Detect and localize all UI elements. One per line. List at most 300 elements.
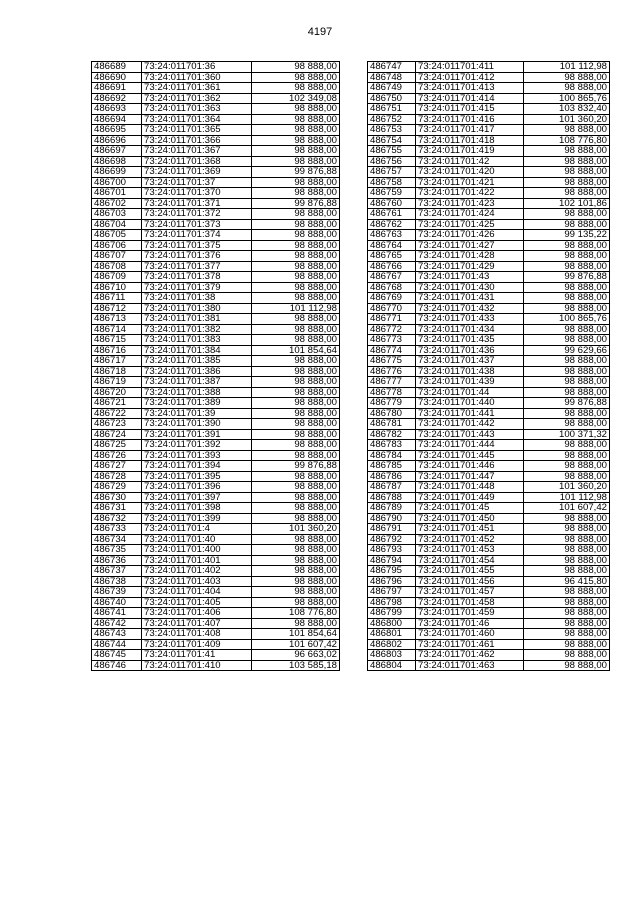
row-number-cell: 486700 xyxy=(92,177,142,188)
table-row xyxy=(92,440,340,451)
row-number-cell: 486788 xyxy=(368,492,416,503)
cadastral-number-cell: 73:24:011701:384 xyxy=(142,345,252,356)
row-number-cell: 486695 xyxy=(92,125,142,136)
value-cell: 98 888,00 xyxy=(252,377,340,388)
table-row xyxy=(368,513,610,524)
value-cell: 98 888,00 xyxy=(524,335,610,346)
cadastral-number-cell: 73:24:011701:391 xyxy=(142,429,252,440)
value-cell: 96 663,02 xyxy=(252,650,340,661)
table-row xyxy=(92,104,340,115)
row-number-cell: 486720 xyxy=(92,387,142,398)
row-number-cell: 486743 xyxy=(92,629,142,640)
table-row xyxy=(368,608,610,619)
cadastral-number-cell: 73:24:011701:438 xyxy=(416,366,524,377)
value-cell: 98 888,00 xyxy=(524,440,610,451)
value-cell: 98 888,00 xyxy=(252,440,340,451)
value-cell: 98 888,00 xyxy=(524,618,610,629)
table-row xyxy=(92,408,340,419)
table-row xyxy=(92,62,340,73)
table-row xyxy=(368,219,610,230)
table-row xyxy=(368,377,610,388)
cadastral-number-cell: 73:24:011701:447 xyxy=(416,471,524,482)
value-cell: 98 888,00 xyxy=(524,356,610,367)
value-cell: 98 888,00 xyxy=(252,72,340,83)
table-row xyxy=(92,450,340,461)
cadastral-number-cell: 73:24:011701:388 xyxy=(142,387,252,398)
table-row xyxy=(92,324,340,335)
value-cell: 98 888,00 xyxy=(524,240,610,251)
value-cell: 98 888,00 xyxy=(252,230,340,241)
cadastral-number-cell: 73:24:011701:462 xyxy=(416,650,524,661)
table-row xyxy=(368,335,610,346)
value-cell: 98 888,00 xyxy=(252,125,340,136)
cadastral-number-cell: 73:24:011701:453 xyxy=(416,545,524,556)
cadastral-number-cell: 73:24:011701:43 xyxy=(416,272,524,283)
row-number-cell: 486714 xyxy=(92,324,142,335)
cadastral-number-cell: 73:24:011701:378 xyxy=(142,272,252,283)
row-number-cell: 486751 xyxy=(368,104,416,115)
value-cell: 98 888,00 xyxy=(252,513,340,524)
table-row xyxy=(92,587,340,598)
table-row xyxy=(368,240,610,251)
table-row xyxy=(92,513,340,524)
value-cell: 99 629,66 xyxy=(524,345,610,356)
row-number-cell: 486785 xyxy=(368,461,416,472)
row-number-cell: 486705 xyxy=(92,230,142,241)
cadastral-number-cell: 73:24:011701:387 xyxy=(142,377,252,388)
cadastral-number-cell: 73:24:011701:426 xyxy=(416,230,524,241)
row-number-cell: 486800 xyxy=(368,618,416,629)
value-cell: 98 888,00 xyxy=(252,335,340,346)
row-number-cell: 486711 xyxy=(92,293,142,304)
row-number-cell: 486789 xyxy=(368,503,416,514)
table-row xyxy=(368,534,610,545)
value-cell: 100 865,76 xyxy=(524,93,610,104)
row-number-cell: 486780 xyxy=(368,408,416,419)
row-number-cell: 486708 xyxy=(92,261,142,272)
row-number-cell: 486706 xyxy=(92,240,142,251)
cadastral-number-cell: 73:24:011701:389 xyxy=(142,398,252,409)
cadastral-number-cell: 73:24:011701:442 xyxy=(416,419,524,430)
value-cell: 98 888,00 xyxy=(252,282,340,293)
row-number-cell: 486732 xyxy=(92,513,142,524)
row-number-cell: 486693 xyxy=(92,104,142,115)
cadastral-number-cell: 73:24:011701:397 xyxy=(142,492,252,503)
value-cell: 98 888,00 xyxy=(252,450,340,461)
value-cell: 98 888,00 xyxy=(252,555,340,566)
row-number-cell: 486717 xyxy=(92,356,142,367)
value-cell: 98 888,00 xyxy=(252,356,340,367)
cadastral-number-cell: 73:24:011701:399 xyxy=(142,513,252,524)
row-number-cell: 486775 xyxy=(368,356,416,367)
row-number-cell: 486795 xyxy=(368,566,416,577)
value-cell: 98 888,00 xyxy=(524,534,610,545)
cadastral-number-cell: 73:24:011701:451 xyxy=(416,524,524,535)
table-row xyxy=(92,72,340,83)
row-number-cell: 486691 xyxy=(92,83,142,94)
value-cell: 101 112,98 xyxy=(524,62,610,73)
table-row xyxy=(368,555,610,566)
cadastral-number-cell: 73:24:011701:396 xyxy=(142,482,252,493)
row-number-cell: 486796 xyxy=(368,576,416,587)
value-cell: 98 888,00 xyxy=(524,177,610,188)
row-number-cell: 486740 xyxy=(92,597,142,608)
cadastral-number-cell: 73:24:011701:379 xyxy=(142,282,252,293)
table-row xyxy=(92,545,340,556)
row-number-cell: 486689 xyxy=(92,62,142,73)
row-number-cell: 486792 xyxy=(368,534,416,545)
row-number-cell: 486747 xyxy=(368,62,416,73)
cadastral-number-cell: 73:24:011701:37 xyxy=(142,177,252,188)
table-row xyxy=(368,125,610,136)
row-number-cell: 486733 xyxy=(92,524,142,535)
row-number-cell: 486783 xyxy=(368,440,416,451)
table-row xyxy=(368,83,610,94)
value-cell: 98 888,00 xyxy=(252,534,340,545)
value-cell: 98 888,00 xyxy=(524,471,610,482)
table-row xyxy=(92,471,340,482)
table-row xyxy=(368,398,610,409)
row-number-cell: 486726 xyxy=(92,450,142,461)
value-cell: 98 888,00 xyxy=(252,219,340,230)
cadastral-number-cell: 73:24:011701:395 xyxy=(142,471,252,482)
value-cell: 102 349,08 xyxy=(252,93,340,104)
cadastral-number-cell: 73:24:011701:435 xyxy=(416,335,524,346)
row-number-cell: 486696 xyxy=(92,135,142,146)
row-number-cell: 486729 xyxy=(92,482,142,493)
cadastral-number-cell: 73:24:011701:364 xyxy=(142,114,252,125)
table-row xyxy=(368,440,610,451)
cadastral-number-cell: 73:24:011701:401 xyxy=(142,555,252,566)
value-cell: 98 888,00 xyxy=(252,366,340,377)
row-number-cell: 486713 xyxy=(92,314,142,325)
cadastral-number-cell: 73:24:011701:448 xyxy=(416,482,524,493)
table-row xyxy=(92,167,340,178)
cadastral-number-cell: 73:24:011701:360 xyxy=(142,72,252,83)
value-cell: 100 371,32 xyxy=(524,429,610,440)
table-row xyxy=(368,629,610,640)
table-row xyxy=(92,135,340,146)
cadastral-number-cell: 73:24:011701:369 xyxy=(142,167,252,178)
cadastral-number-cell: 73:24:011701:436 xyxy=(416,345,524,356)
value-cell: 98 888,00 xyxy=(252,135,340,146)
table-row xyxy=(92,429,340,440)
cadastral-number-cell: 73:24:011701:419 xyxy=(416,146,524,157)
cadastral-number-cell: 73:24:011701:394 xyxy=(142,461,252,472)
table-row xyxy=(92,188,340,199)
value-cell: 98 888,00 xyxy=(252,83,340,94)
row-number-cell: 486753 xyxy=(368,125,416,136)
row-number-cell: 486712 xyxy=(92,303,142,314)
value-cell: 98 888,00 xyxy=(524,146,610,157)
table-row xyxy=(92,230,340,241)
row-number-cell: 486768 xyxy=(368,282,416,293)
cadastral-number-cell: 73:24:011701:463 xyxy=(416,660,524,671)
cadastral-number-cell: 73:24:011701:398 xyxy=(142,503,252,514)
cadastral-number-cell: 73:24:011701:383 xyxy=(142,335,252,346)
cadastral-number-cell: 73:24:011701:367 xyxy=(142,146,252,157)
value-cell: 98 888,00 xyxy=(524,587,610,598)
cadastral-number-cell: 73:24:011701:449 xyxy=(416,492,524,503)
table-row xyxy=(368,146,610,157)
value-cell: 98 888,00 xyxy=(524,608,610,619)
cadastral-number-cell: 73:24:011701:366 xyxy=(142,135,252,146)
row-number-cell: 486710 xyxy=(92,282,142,293)
value-cell: 103 585,18 xyxy=(252,660,340,671)
value-cell: 98 888,00 xyxy=(524,167,610,178)
value-cell: 98 888,00 xyxy=(524,366,610,377)
row-number-cell: 486781 xyxy=(368,419,416,430)
value-cell: 98 888,00 xyxy=(252,503,340,514)
table-row xyxy=(368,482,610,493)
row-number-cell: 486761 xyxy=(368,209,416,220)
table-row xyxy=(92,576,340,587)
row-number-cell: 486779 xyxy=(368,398,416,409)
table-row xyxy=(92,146,340,157)
cadastral-number-cell: 73:24:011701:363 xyxy=(142,104,252,115)
value-cell: 98 888,00 xyxy=(252,576,340,587)
table-row xyxy=(368,282,610,293)
value-cell: 101 854,64 xyxy=(252,345,340,356)
value-cell: 98 888,00 xyxy=(524,209,610,220)
table-row xyxy=(368,660,610,671)
value-cell: 98 888,00 xyxy=(252,618,340,629)
row-number-cell: 486699 xyxy=(92,167,142,178)
value-cell: 98 888,00 xyxy=(252,188,340,199)
row-number-cell: 486749 xyxy=(368,83,416,94)
row-number-cell: 486750 xyxy=(368,93,416,104)
row-number-cell: 486790 xyxy=(368,513,416,524)
row-number-cell: 486801 xyxy=(368,629,416,640)
cadastral-number-cell: 73:24:011701:406 xyxy=(142,608,252,619)
value-cell: 108 776,80 xyxy=(524,135,610,146)
row-number-cell: 486752 xyxy=(368,114,416,125)
table-row xyxy=(368,303,610,314)
table-row xyxy=(92,177,340,188)
table-row xyxy=(368,650,610,661)
cadastral-number-cell: 73:24:011701:402 xyxy=(142,566,252,577)
table-row xyxy=(92,650,340,661)
table-row xyxy=(368,471,610,482)
row-number-cell: 486738 xyxy=(92,576,142,587)
table-row xyxy=(368,345,610,356)
value-cell: 98 888,00 xyxy=(252,419,340,430)
table-row xyxy=(92,608,340,619)
table-row xyxy=(368,450,610,461)
row-number-cell: 486721 xyxy=(92,398,142,409)
cadastral-number-cell: 73:24:011701:370 xyxy=(142,188,252,199)
row-number-cell: 486748 xyxy=(368,72,416,83)
table-row xyxy=(368,293,610,304)
row-number-cell: 486791 xyxy=(368,524,416,535)
cadastral-number-cell: 73:24:011701:408 xyxy=(142,629,252,640)
row-number-cell: 486784 xyxy=(368,450,416,461)
value-cell: 98 888,00 xyxy=(252,62,340,73)
row-number-cell: 486762 xyxy=(368,219,416,230)
value-cell: 98 888,00 xyxy=(252,156,340,167)
cadastral-number-cell: 73:24:011701:390 xyxy=(142,419,252,430)
value-cell: 98 888,00 xyxy=(524,566,610,577)
table-row xyxy=(92,377,340,388)
cadastral-table-right xyxy=(367,61,610,671)
table-row xyxy=(368,177,610,188)
row-number-cell: 486773 xyxy=(368,335,416,346)
value-cell: 98 888,00 xyxy=(524,639,610,650)
row-number-cell: 486786 xyxy=(368,471,416,482)
cadastral-number-cell: 73:24:011701:386 xyxy=(142,366,252,377)
table-row xyxy=(368,251,610,262)
value-cell: 98 888,00 xyxy=(252,545,340,556)
cadastral-number-cell: 73:24:011701:427 xyxy=(416,240,524,251)
value-cell: 98 888,00 xyxy=(252,177,340,188)
cadastral-number-cell: 73:24:011701:46 xyxy=(416,618,524,629)
value-cell: 99 876,88 xyxy=(524,272,610,283)
value-cell: 98 888,00 xyxy=(252,261,340,272)
cadastral-number-cell: 73:24:011701:372 xyxy=(142,209,252,220)
cadastral-number-cell: 73:24:011701:371 xyxy=(142,198,252,209)
value-cell: 102 101,86 xyxy=(524,198,610,209)
row-number-cell: 486718 xyxy=(92,366,142,377)
cadastral-number-cell: 73:24:011701:439 xyxy=(416,377,524,388)
value-cell: 101 607,42 xyxy=(252,639,340,650)
row-number-cell: 486724 xyxy=(92,429,142,440)
value-cell: 103 832,40 xyxy=(524,104,610,115)
cadastral-number-cell: 73:24:011701:380 xyxy=(142,303,252,314)
value-cell: 99 876,88 xyxy=(252,198,340,209)
row-number-cell: 486715 xyxy=(92,335,142,346)
value-cell: 98 888,00 xyxy=(252,240,340,251)
cadastral-number-cell: 73:24:011701:410 xyxy=(142,660,252,671)
cadastral-number-cell: 73:24:011701:414 xyxy=(416,93,524,104)
row-number-cell: 486739 xyxy=(92,587,142,598)
value-cell: 98 888,00 xyxy=(524,461,610,472)
cadastral-number-cell: 73:24:011701:362 xyxy=(142,93,252,104)
row-number-cell: 486799 xyxy=(368,608,416,619)
table-row xyxy=(368,114,610,125)
table-row xyxy=(368,314,610,325)
cadastral-number-cell: 73:24:011701:456 xyxy=(416,576,524,587)
row-number-cell: 486735 xyxy=(92,545,142,556)
row-number-cell: 486702 xyxy=(92,198,142,209)
row-number-cell: 486772 xyxy=(368,324,416,335)
cadastral-number-cell: 73:24:011701:458 xyxy=(416,597,524,608)
row-number-cell: 486777 xyxy=(368,377,416,388)
cadastral-number-cell: 73:24:011701:385 xyxy=(142,356,252,367)
cadastral-number-cell: 73:24:011701:452 xyxy=(416,534,524,545)
cadastral-number-cell: 73:24:011701:461 xyxy=(416,639,524,650)
cadastral-number-cell: 73:24:011701:392 xyxy=(142,440,252,451)
table-row xyxy=(92,366,340,377)
value-cell: 98 888,00 xyxy=(524,188,610,199)
table-row xyxy=(92,566,340,577)
row-number-cell: 486709 xyxy=(92,272,142,283)
table-row xyxy=(368,135,610,146)
table-row xyxy=(92,398,340,409)
row-number-cell: 486731 xyxy=(92,503,142,514)
value-cell: 101 112,98 xyxy=(252,303,340,314)
cadastral-number-cell: 73:24:011701:450 xyxy=(416,513,524,524)
cadastral-number-cell: 73:24:011701:36 xyxy=(142,62,252,73)
cadastral-number-cell: 73:24:011701:425 xyxy=(416,219,524,230)
table-row xyxy=(368,72,610,83)
table-row xyxy=(92,555,340,566)
value-cell: 98 888,00 xyxy=(524,597,610,608)
value-cell: 98 888,00 xyxy=(252,114,340,125)
table-row xyxy=(92,356,340,367)
row-number-cell: 486744 xyxy=(92,639,142,650)
value-cell: 98 888,00 xyxy=(524,303,610,314)
value-cell: 98 888,00 xyxy=(524,83,610,94)
value-cell: 98 888,00 xyxy=(252,146,340,157)
row-number-cell: 486703 xyxy=(92,209,142,220)
cadastral-number-cell: 73:24:011701:415 xyxy=(416,104,524,115)
table-row xyxy=(368,639,610,650)
table-row xyxy=(368,503,610,514)
row-number-cell: 486694 xyxy=(92,114,142,125)
row-number-cell: 486758 xyxy=(368,177,416,188)
table-row xyxy=(92,219,340,230)
cadastral-number-cell: 73:24:011701:361 xyxy=(142,83,252,94)
table-row xyxy=(368,492,610,503)
value-cell: 98 888,00 xyxy=(524,555,610,566)
value-cell: 98 888,00 xyxy=(252,429,340,440)
value-cell: 96 415,80 xyxy=(524,576,610,587)
value-cell: 98 888,00 xyxy=(524,377,610,388)
row-number-cell: 486794 xyxy=(368,555,416,566)
row-number-cell: 486760 xyxy=(368,198,416,209)
value-cell: 98 888,00 xyxy=(524,660,610,671)
table-row xyxy=(368,576,610,587)
cadastral-number-cell: 73:24:011701:404 xyxy=(142,587,252,598)
value-cell: 98 888,00 xyxy=(252,492,340,503)
row-number-cell: 486803 xyxy=(368,650,416,661)
value-cell: 98 888,00 xyxy=(524,524,610,535)
value-cell: 98 888,00 xyxy=(252,398,340,409)
row-number-cell: 486793 xyxy=(368,545,416,556)
cadastral-number-cell: 73:24:011701:393 xyxy=(142,450,252,461)
value-cell: 98 888,00 xyxy=(524,629,610,640)
table-row xyxy=(92,524,340,535)
value-cell: 98 888,00 xyxy=(524,156,610,167)
row-number-cell: 486704 xyxy=(92,219,142,230)
table-row xyxy=(92,461,340,472)
table-row xyxy=(368,104,610,115)
value-cell: 99 135,22 xyxy=(524,230,610,241)
value-cell: 98 888,00 xyxy=(524,408,610,419)
value-cell: 98 888,00 xyxy=(252,314,340,325)
row-number-cell: 486722 xyxy=(92,408,142,419)
row-number-cell: 486767 xyxy=(368,272,416,283)
cadastral-number-cell: 73:24:011701:412 xyxy=(416,72,524,83)
cadastral-number-cell: 73:24:011701:381 xyxy=(142,314,252,325)
value-cell: 98 888,00 xyxy=(524,219,610,230)
table-row xyxy=(368,209,610,220)
row-number-cell: 486765 xyxy=(368,251,416,262)
cadastral-number-cell: 73:24:011701:417 xyxy=(416,125,524,136)
table-row xyxy=(92,83,340,94)
table-row xyxy=(368,272,610,283)
value-cell: 98 888,00 xyxy=(252,272,340,283)
row-number-cell: 486769 xyxy=(368,293,416,304)
row-number-cell: 486763 xyxy=(368,230,416,241)
value-cell: 101 360,20 xyxy=(524,114,610,125)
row-number-cell: 486771 xyxy=(368,314,416,325)
value-cell: 98 888,00 xyxy=(524,650,610,661)
table-row xyxy=(92,303,340,314)
value-cell: 98 888,00 xyxy=(252,471,340,482)
table-row xyxy=(368,461,610,472)
cadastral-number-cell: 73:24:011701:424 xyxy=(416,209,524,220)
